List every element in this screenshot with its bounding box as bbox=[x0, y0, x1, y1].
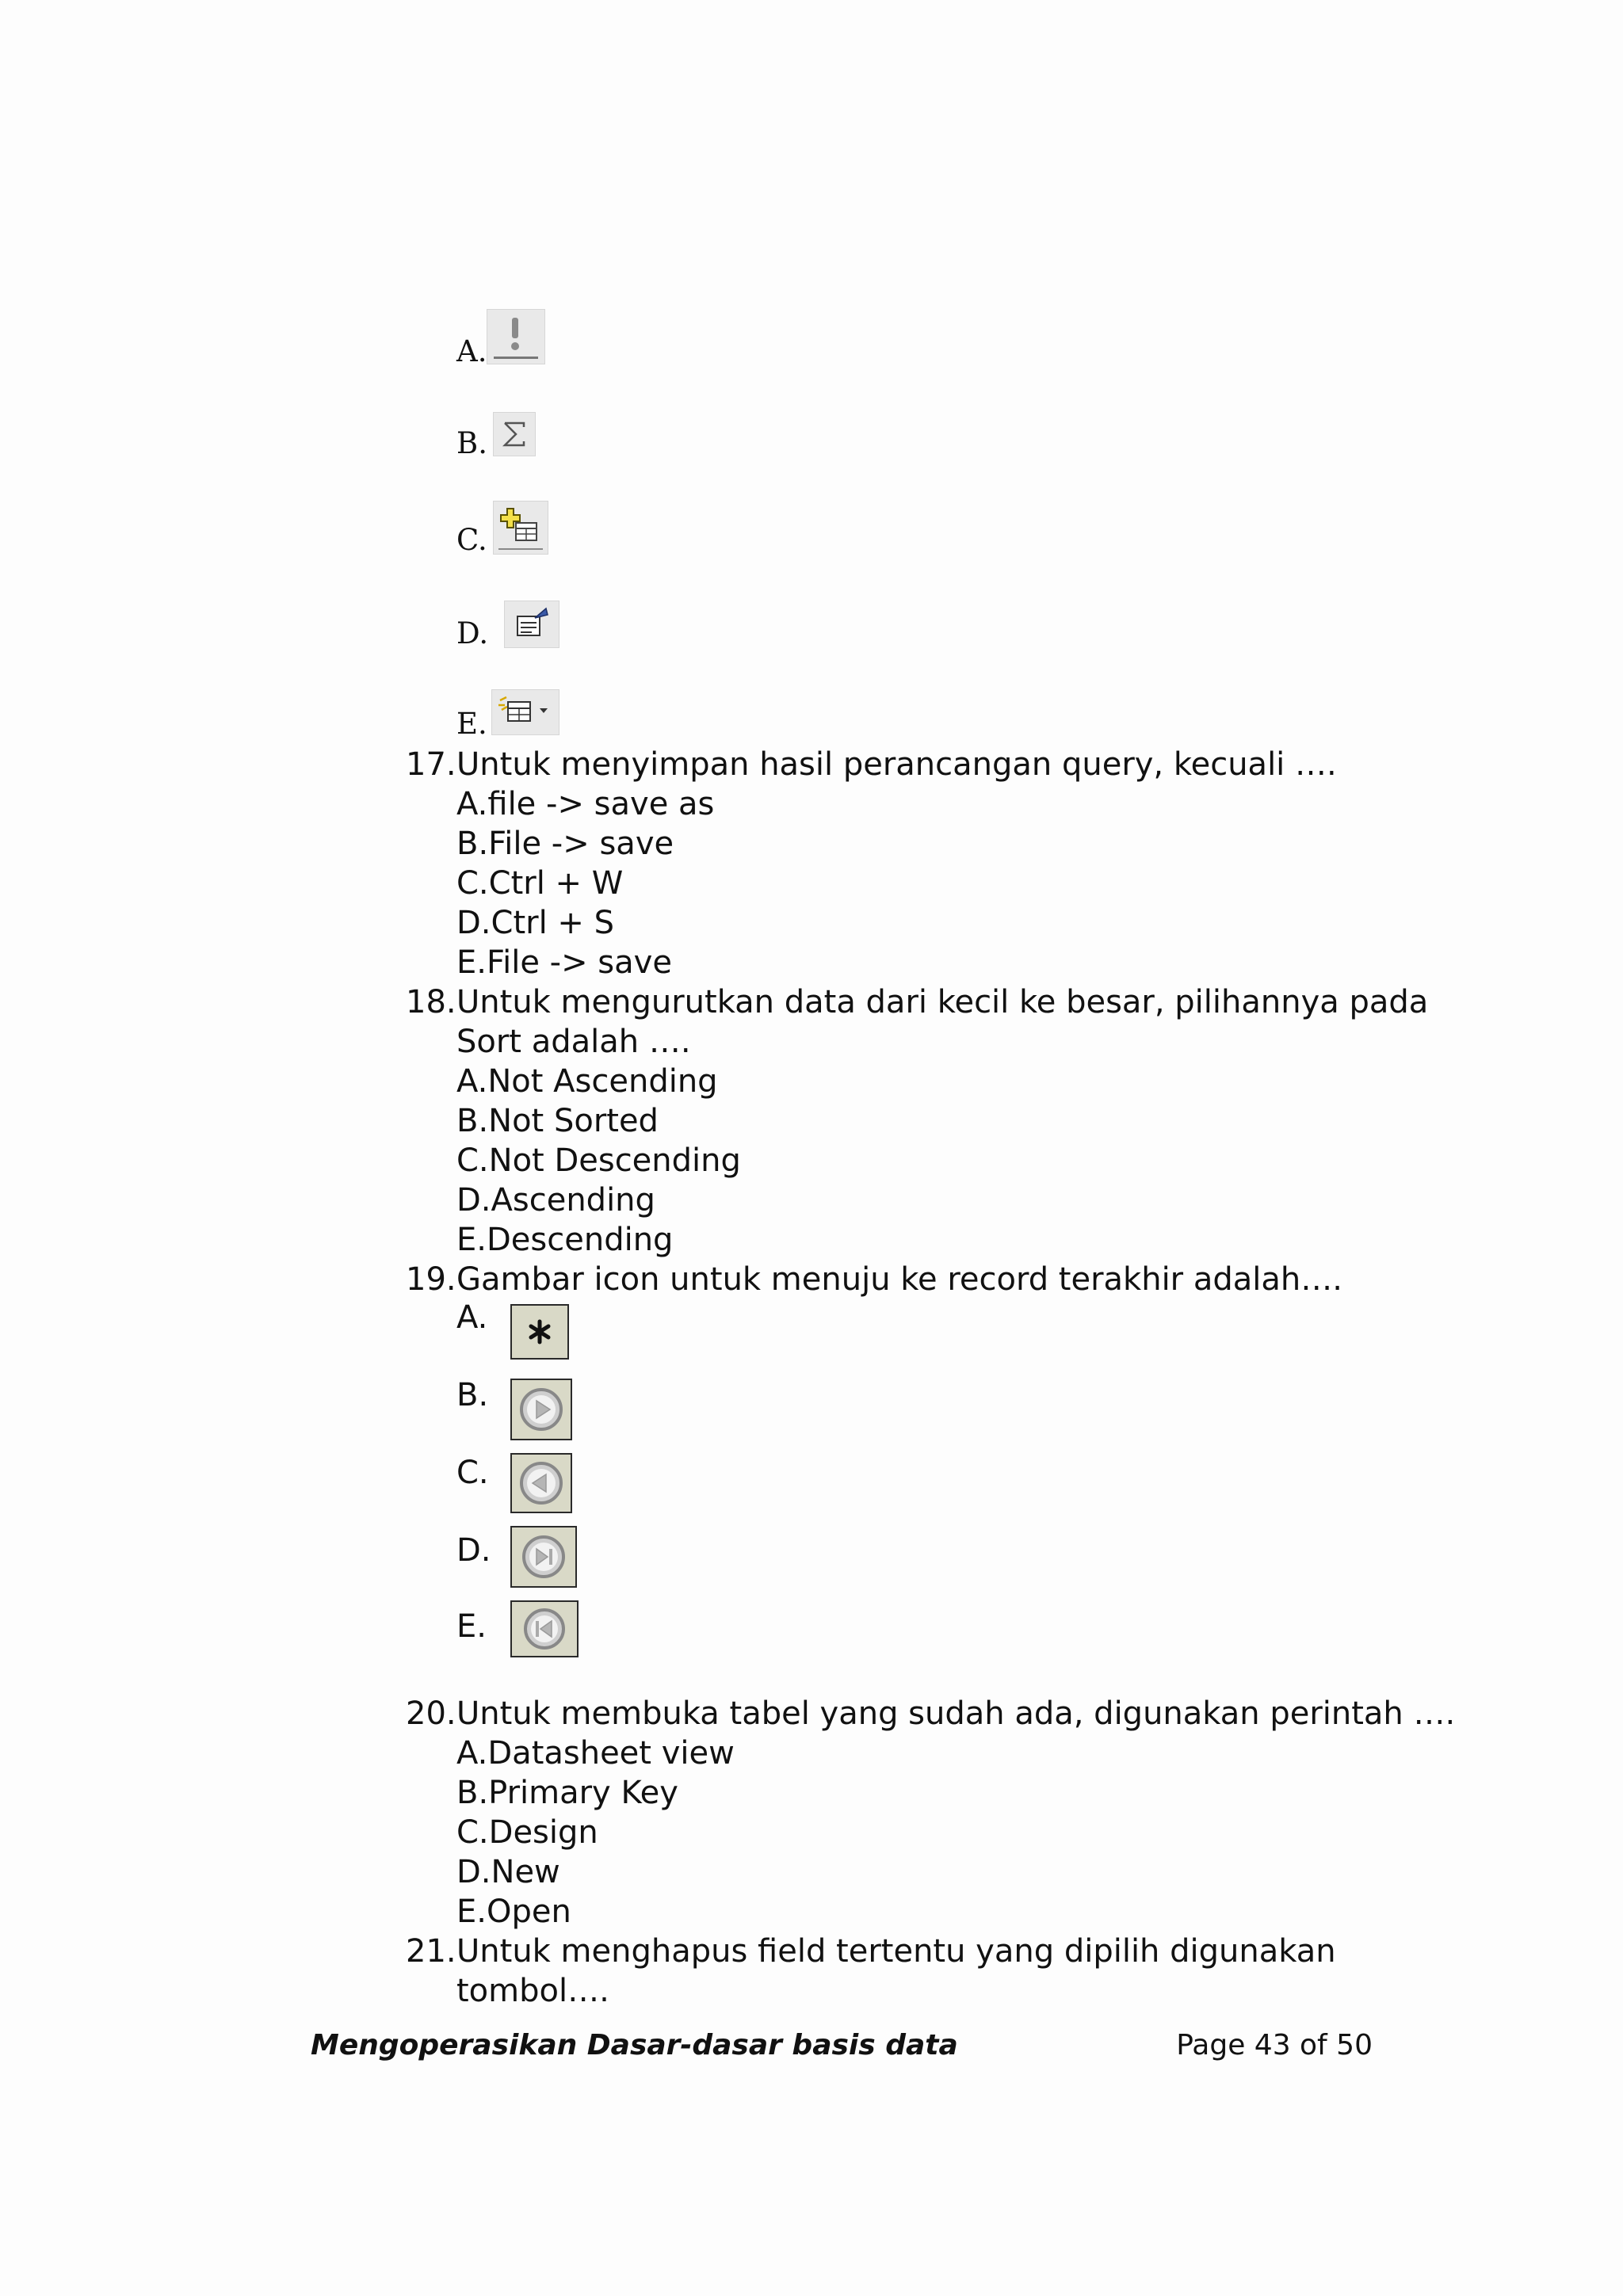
q18-option-b: B.Not Sorted bbox=[456, 1103, 659, 1139]
q20-option-b: B.Primary Key bbox=[456, 1775, 678, 1811]
footer-document-title: Mengoperasikan Dasar-dasar basis data bbox=[311, 2029, 958, 2061]
question-text-line-2: tombol…. bbox=[456, 1973, 609, 2009]
q18-option-d: D.Ascending bbox=[456, 1182, 655, 1219]
q17-option-b: B.File -> save bbox=[456, 826, 674, 862]
new-record-asterisk-icon bbox=[510, 1304, 569, 1360]
question-number: 17. bbox=[406, 746, 456, 783]
question-number: 18. bbox=[406, 984, 456, 1020]
sigma-totals-icon bbox=[493, 412, 536, 456]
q19-option-b-letter: B. bbox=[456, 1377, 489, 1413]
q18-option-a: A.Not Ascending bbox=[456, 1063, 718, 1100]
question-number: 19. bbox=[406, 1261, 456, 1298]
icon-option-d-letter: D. bbox=[456, 616, 489, 650]
run-exclamation-icon bbox=[487, 309, 545, 364]
question-text: Untuk membuka tabel yang sudah ada, digunakan perintah …. bbox=[456, 1695, 1456, 1732]
q18-option-e: E.Descending bbox=[456, 1222, 674, 1258]
footer-page-number: Page 43 of 50 bbox=[1176, 2029, 1373, 2061]
q19-option-e-letter: E. bbox=[456, 1608, 487, 1645]
q17-option-d: D.Ctrl + S bbox=[456, 905, 615, 941]
q20-option-a: A.Datasheet view bbox=[456, 1735, 735, 1772]
q19-option-c-letter: C. bbox=[456, 1455, 489, 1491]
previous-record-icon bbox=[510, 1453, 572, 1513]
question-number: 20. bbox=[406, 1695, 456, 1732]
next-record-icon bbox=[510, 1379, 572, 1440]
q18-option-c: C.Not Descending bbox=[456, 1142, 741, 1179]
q17-option-a: A.file -> save as bbox=[456, 786, 715, 822]
icon-option-c-letter: C. bbox=[456, 523, 487, 557]
q20-option-c: C.Design bbox=[456, 1814, 598, 1851]
icon-option-b-letter: B. bbox=[456, 426, 487, 460]
q17-option-e: E.File -> save bbox=[456, 944, 672, 981]
question-text: Untuk menyimpan hasil perancangan query, kecuali …. bbox=[456, 746, 1337, 783]
properties-icon bbox=[504, 601, 559, 648]
first-record-icon bbox=[510, 1600, 579, 1657]
show-table-icon bbox=[493, 501, 548, 555]
question-text-line-1: Untuk menghapus field tertentu yang dipilih digunakan bbox=[456, 1933, 1336, 1970]
icon-option-e-letter: E. bbox=[456, 707, 487, 741]
q20-option-d: D.New bbox=[456, 1854, 560, 1890]
last-record-icon bbox=[510, 1526, 577, 1588]
icon-option-a-letter: A. bbox=[456, 334, 487, 368]
q17-option-c: C.Ctrl + W bbox=[456, 865, 624, 902]
q19-option-a-letter: A. bbox=[456, 1299, 488, 1336]
q20-option-e: E.Open bbox=[456, 1894, 571, 1930]
question-number: 21. bbox=[406, 1933, 456, 1970]
question-text-line-1: Untuk mengurutkan data dari kecil ke besar, pilihannya pada bbox=[456, 984, 1429, 1020]
question-text: Gambar icon untuk menuju ke record terakhir adalah…. bbox=[456, 1261, 1342, 1298]
build-wizard-dropdown-icon bbox=[491, 689, 559, 735]
q19-option-d-letter: D. bbox=[456, 1532, 491, 1569]
question-text-line-2: Sort adalah …. bbox=[456, 1024, 691, 1060]
